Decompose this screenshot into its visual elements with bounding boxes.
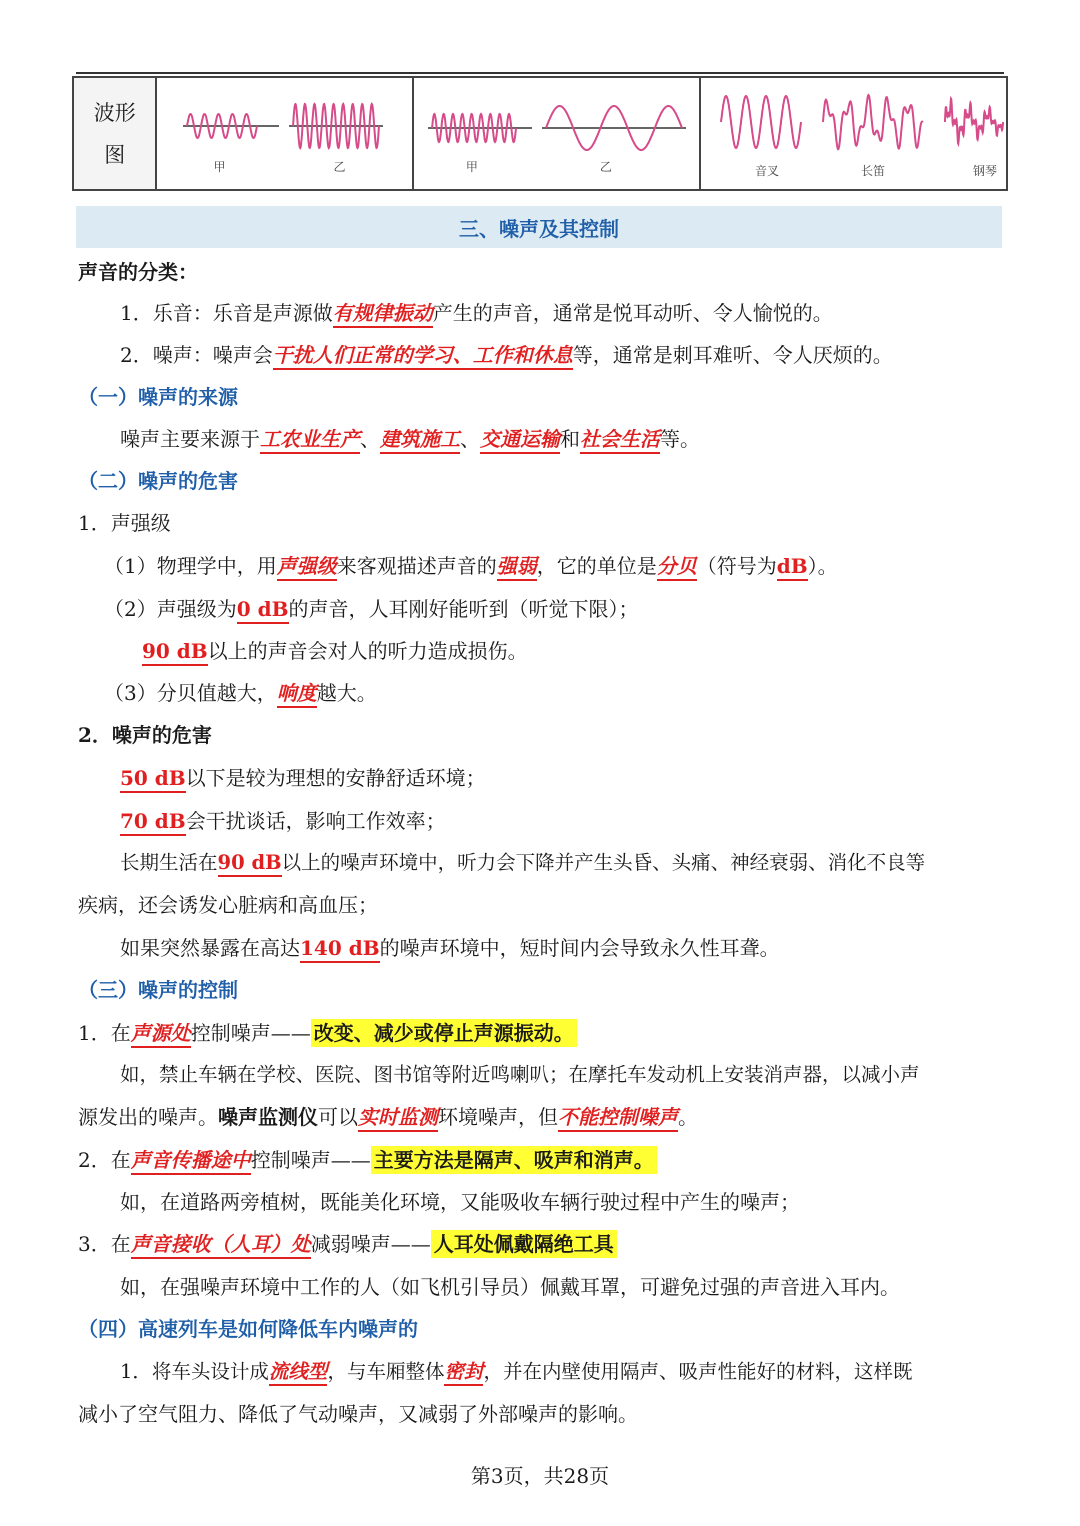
sep3: 和 [560,427,580,451]
control-example-1b [78,1103,698,1131]
control-line-3 [78,1230,617,1258]
h4-b: 的噪声环境中，短时间内会导致永久性耳聋。 [379,936,780,960]
l1-c: ，它的单位是 [536,554,657,578]
harm-subheading: 2．噪声的危害 [78,723,212,747]
c2-highlight: 主要方法是隔声、吸声和消声。 [371,1146,657,1174]
t1-c: ，并在内壁使用隔声、吸声性能好的材料，这样既 [483,1360,913,1383]
waveform-table [72,76,1008,191]
c1ex-a: 源发出的噪声。 [78,1105,218,1129]
l4-k1: 响度 [277,681,317,708]
noise-suffix: 等，通常是刺耳难听、令人厌烦的。 [572,343,893,367]
c1ex-c: 可以 [318,1105,358,1129]
l1-k4: dB [777,554,808,581]
source-construction: 建筑施工 [380,427,460,454]
section-title-band [76,206,1002,248]
control-line-1 [78,1019,577,1047]
noise-definition [120,341,893,369]
waveform-cell2-svg [414,78,701,189]
sep1: 、 [360,427,380,451]
music-definition [120,299,833,327]
level-line-4 [104,679,377,707]
source-industry: 工农业生产 [260,427,360,454]
source-social: 社会生活 [580,427,660,454]
l1-k2: 强弱 [497,554,537,581]
harm-heading: （二）噪声的危害 [78,469,238,493]
c3-highlight: 人耳处佩戴隔绝工具 [431,1230,617,1258]
sources-prefix: 噪声主要来源于 [120,427,260,451]
c2-k: 声音传播途中 [131,1148,251,1175]
level-line-1 [104,552,838,580]
t1-b: ，与车厢整体 [327,1360,445,1383]
section-title: 三、噪声及其控制 [459,216,619,241]
level-line-3 [142,637,528,665]
c1-a: 1．在 [78,1021,131,1045]
l1-b: 来客观描述声音的 [336,554,497,578]
control-line-2 [78,1146,657,1174]
c1ex-b: 噪声监测仪 [218,1105,318,1129]
train-heading: （四）高速列车是如何降低车内噪声的 [78,1317,418,1341]
harm-line-1 [120,764,486,792]
control-heading: （三）噪声的控制 [78,978,238,1002]
sep2: 、 [460,427,480,451]
control-example-2: 如，在道路两旁植树，既能美化环境，又能吸收车辆行驶过程中产生的噪声； [120,1190,800,1214]
sources-heading: （一）噪声的来源 [78,385,238,409]
waveform-cell-amplitude [157,78,413,189]
l1-k1: 声强级 [277,554,337,581]
row-label-line1: 波形 [93,100,136,125]
train-line-1 [120,1358,912,1386]
l1-d: （符号为 [696,554,777,578]
waveform-cell1-svg [157,78,413,189]
waveform-row-label [74,78,157,189]
music-prefix: 1．乐音：乐音是声源做 [120,301,333,325]
l1-e: ）。 [807,554,838,578]
waveform-cell3-svg [701,78,1008,189]
c1-k: 声源处 [131,1021,191,1048]
caption-yi-2: 乙 [599,160,612,174]
h2-t: 会干扰谈话，影响工作效率； [185,809,446,833]
c1ex-k2: 不能控制噪声 [558,1105,678,1132]
source-traffic: 交通运输 [480,427,560,454]
c2-a: 2．在 [78,1148,131,1172]
h4-a: 如果突然暴露在高达 [120,936,300,960]
c1ex-e: 。 [678,1105,698,1129]
sources-text [120,425,700,453]
l2-k1: 0 dB [237,597,289,624]
harm-line-4 [120,934,780,962]
train-line-2: 减小了空气阻力、降低了气动噪声，又减弱了外部噪声的影响。 [78,1402,638,1426]
l1-k3: 分贝 [657,554,697,581]
wave-tuning-fork [721,96,801,148]
c2-b: 控制噪声—— [250,1148,371,1172]
h1-t: 以下是较为理想的安静舒适环境； [185,766,486,790]
c3-k: 声音接收（人耳）处 [131,1232,311,1259]
l4-a: （3）分贝值越大， [104,681,277,705]
h1-k: 50 dB [120,766,186,793]
music-suffix: 产生的声音，通常是悦耳动听、令人愉悦的。 [432,301,833,325]
c3-a: 3．在 [78,1232,131,1256]
caption-yi-1: 乙 [333,160,346,174]
harm-line-3 [120,849,925,877]
c3-b: 减弱噪声—— [310,1232,431,1256]
c1ex-k1: 实时监测 [358,1105,438,1132]
level-line-2 [104,595,639,623]
t1-a: 1．将车头设计成 [120,1360,269,1383]
caption-jia-1: 甲 [213,160,226,174]
h3-b: 以上的噪声环境中，听力会下降并产生头昏、头痛、神经衰弱、消化不良等 [281,851,926,874]
caption-flute: 长笛 [860,164,885,178]
level-heading: 1．声强级 [78,511,171,535]
caption-tuning-fork: 音叉 [754,164,779,178]
h4-k: 140 dB [300,936,380,963]
c1-highlight: 改变、减少或停止声源振动。 [311,1019,577,1047]
page-footer: 第3页，共28页 [470,1464,610,1488]
h2-k: 70 dB [120,809,186,836]
sep4: 等。 [660,427,700,451]
music-key: 有规律振动 [333,301,433,328]
wave-piano [945,99,1003,144]
control-example-3: 如，在强噪声环境中工作的人（如飞机引导员）佩戴耳罩，可避免过强的声音进入耳内。 [120,1275,900,1299]
row-label-line2: 图 [104,142,126,167]
t1-k2: 密封 [444,1360,483,1386]
top-rule [76,72,1004,74]
waveform-cell-timbre [701,78,1006,189]
harm-line-3b: 疾病，还会诱发心脏病和高血压； [78,893,378,917]
caption-jia-2: 甲 [465,160,478,174]
noise-key: 干扰人们正常的学习、工作和休息 [273,343,573,370]
l1-a: （1）物理学中，用 [104,554,277,578]
waveform-cell-frequency [414,78,701,189]
l2-b: 的声音，人耳刚好能听到（听觉下限）； [288,597,639,621]
l4-b: 越大。 [316,681,377,705]
harm-line-2 [120,807,446,835]
l3-k1: 90 dB [142,639,208,666]
l2-a: （2）声强级为 [104,597,237,621]
c1-b: 控制噪声—— [190,1021,311,1045]
t1-k1: 流线型 [269,1360,328,1386]
l3-b: 以上的声音会对人的听力造成损伤。 [207,639,528,663]
h3-a: 长期生活在 [120,851,218,874]
c1ex-d: 环境噪声，但 [438,1105,558,1129]
wave-flute [823,95,923,149]
caption-piano: 钢琴 [972,164,997,178]
control-example-1a: 如，禁止车辆在学校、医院、图书馆等附近鸣喇叭；在摩托车发动机上安装消声器，以减小声 [120,1063,920,1086]
h3-k: 90 dB [218,851,282,877]
classification-heading: 声音的分类： [78,260,198,284]
noise-prefix: 2．噪声：噪声会 [120,343,273,367]
